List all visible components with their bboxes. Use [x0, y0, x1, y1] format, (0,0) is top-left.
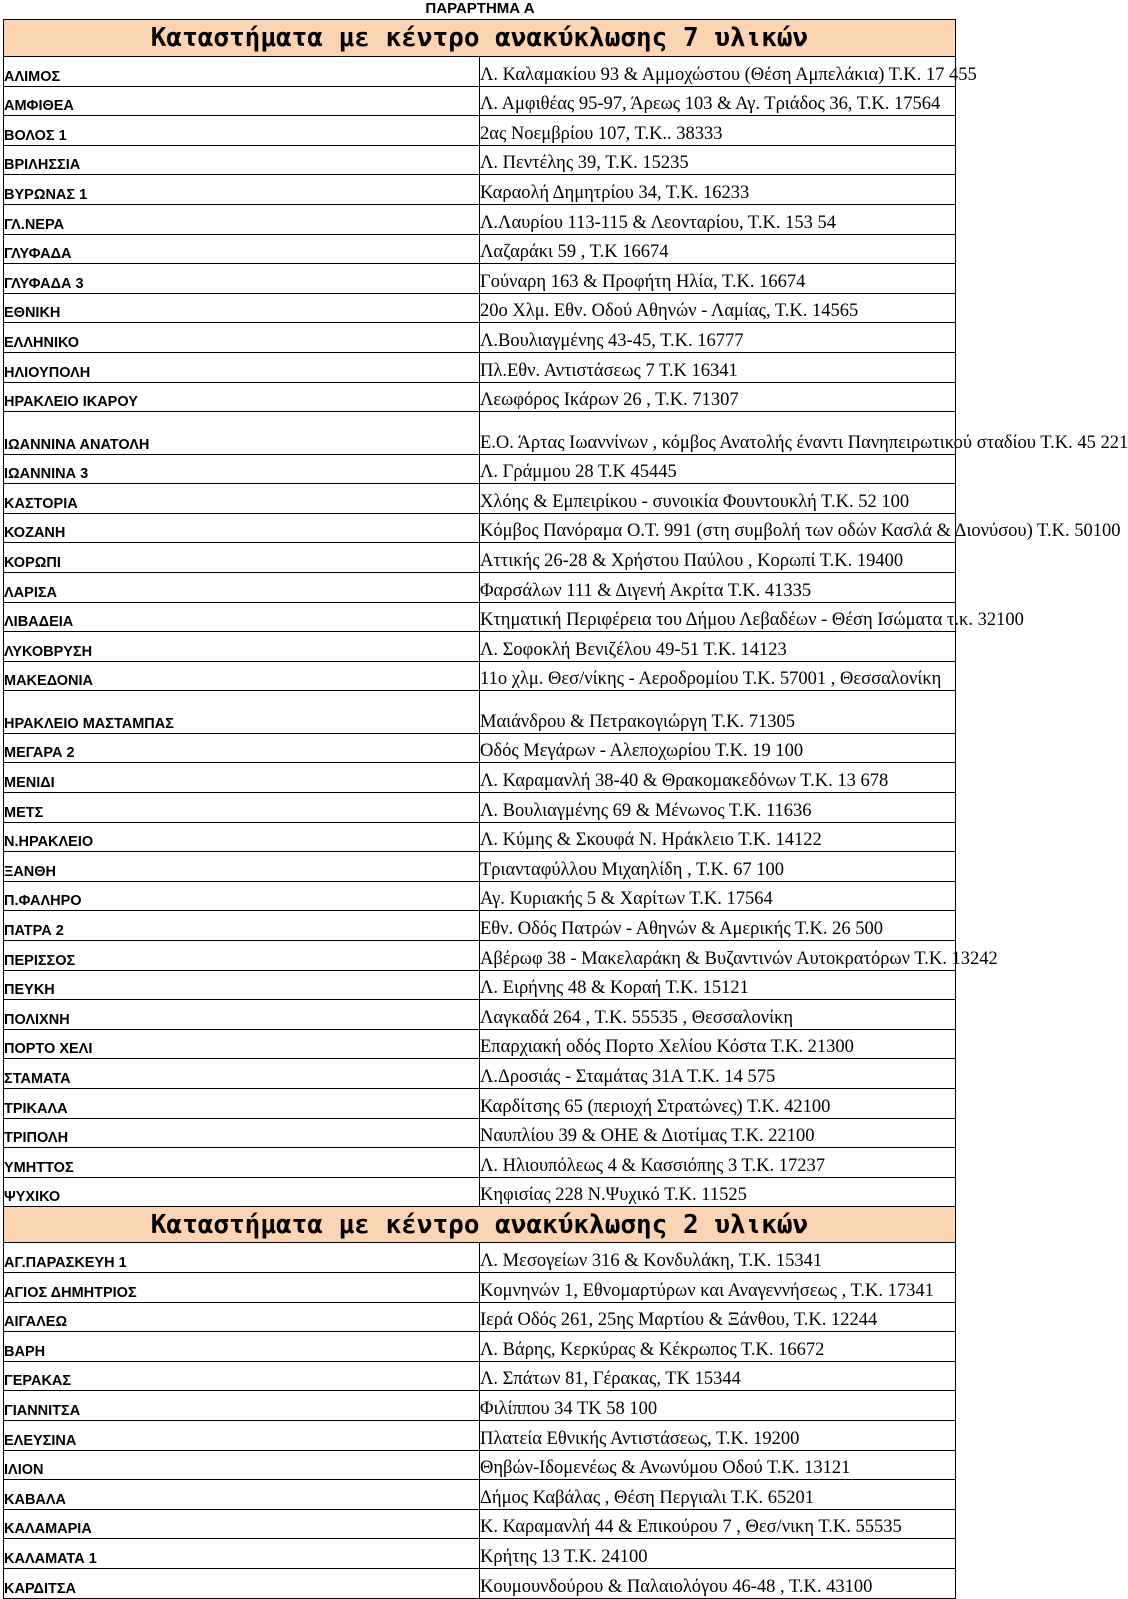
store-address: Ναυπλίου 39 & ΟΗΕ & Διοτίμας Τ.Κ. 22100	[480, 1118, 956, 1148]
store-address: Λ.Βουλιαγμένης 43-45, Τ.Κ. 16777	[480, 323, 956, 353]
table-row	[4, 852, 956, 882]
table-row	[4, 970, 956, 1000]
store-name: ΑΓ.ΠΑΡΑΣΚΕΥΗ 1	[4, 1243, 480, 1273]
table-row	[4, 1302, 956, 1332]
store-name: ΨΥΧΙΚΟ	[4, 1177, 480, 1207]
store-name: ΣΤΑΜΑΤΑ	[4, 1059, 480, 1089]
table-row	[4, 1568, 956, 1598]
store-address: Πλ.Εθν. Αντιστάσεως 7 Τ.Κ 16341	[480, 352, 956, 382]
store-address: Λ. Βουλιαγμένης 69 & Μένωνος Τ.Κ. 11636	[480, 793, 956, 823]
table-row	[4, 733, 956, 763]
store-name: ΑΛΙΜΟΣ	[4, 57, 480, 87]
store-address: Πλατεία Εθνικής Αντιστάσεως, Τ.Κ. 19200	[480, 1420, 956, 1450]
store-name: ΑΓΙΟΣ ΔΗΜΗΤΡΙΟΣ	[4, 1272, 480, 1302]
store-name: ΕΘΝΙΚΗ	[4, 293, 480, 323]
table-row	[4, 382, 956, 412]
store-address: Λ. Γράμμου 28 Τ.Κ 45445	[480, 454, 956, 484]
table-row	[4, 911, 956, 941]
store-name: ΕΛΛΗΝΙΚΟ	[4, 323, 480, 353]
store-name: ΠΟΛΙΧΝΗ	[4, 1000, 480, 1030]
table-row	[4, 1148, 956, 1178]
store-name: ΠΕΡΙΣΣΟΣ	[4, 941, 480, 971]
store-address: Τριανταφύλλου Μιχαηλίδη , Τ.Κ. 67 100	[480, 852, 956, 882]
store-name: ΕΛΕΥΣΙΝΑ	[4, 1420, 480, 1450]
store-address: Κηφισίας 228 Ν.Ψυχικό Τ.Κ. 11525	[480, 1177, 956, 1207]
store-name: ΚΑΛΑΜΑΤΑ 1	[4, 1539, 480, 1569]
table-row	[4, 763, 956, 793]
store-name: ΛΑΡΙΣΑ	[4, 573, 480, 603]
table-row	[4, 204, 956, 234]
store-address: Κομνηνών 1, Εθνομαρτύρων και Αναγεννήσεως , Τ.Κ. 17341	[480, 1272, 956, 1302]
store-name: ΠΑΤΡΑ 2	[4, 911, 480, 941]
table-row	[4, 881, 956, 911]
stores-table-body	[4, 20, 1128, 1599]
table-row	[4, 1000, 956, 1030]
store-address: 20ο Χλμ. Εθν. Οδού Αθηνών - Λαμίας, Τ.Κ. 14565	[480, 293, 956, 323]
store-address: Ε.Ο. Άρτας Ιωαννίνων , κόμβος Ανατολής έναντι Πανηπειρωτικού σταδίου Τ.Κ. 45 221	[480, 412, 956, 455]
store-address: Γούναρη 163 & Προφήτη Ηλία, Τ.Κ. 16674	[480, 264, 956, 294]
store-address: Κ. Καραμανλή 44 & Επικούρου 7 , Θεσ/νικη Τ.Κ. 55535	[480, 1509, 956, 1539]
store-name: ΑΙΓΑΛΕΩ	[4, 1302, 480, 1332]
store-address: Λ. Βάρης, Κερκύρας & Κέκρωπος Τ.Κ. 16672	[480, 1332, 956, 1362]
table-row	[4, 1089, 956, 1119]
table-row	[4, 1539, 956, 1569]
store-name: ΜΕΓΑΡΑ 2	[4, 733, 480, 763]
store-address: Ιερά Οδός 261, 25ης Μαρτίου & Ξάνθου, Τ.Κ. 12244	[480, 1302, 956, 1332]
store-address: Επαρχιακή οδός Πορτο Χελίου Κόστα Τ.Κ. 21300	[480, 1029, 956, 1059]
table-row	[4, 57, 956, 87]
store-address: Χλόης & Εμπειρίκου - συνοικία Φουντουκλή Τ.Κ. 52 100	[480, 484, 956, 514]
table-row	[4, 454, 956, 484]
store-name: ΜΑΚΕΔΟΝΙΑ	[4, 661, 480, 691]
store-address: Εθν. Οδός Πατρών - Αθηνών & Αμερικής Τ.Κ. 26 500	[480, 911, 956, 941]
table-row	[4, 1420, 956, 1450]
store-address: Κρήτης 13 Τ.Κ. 24100	[480, 1539, 956, 1569]
table-row	[4, 484, 956, 514]
store-name: ΒΟΛΟΣ 1	[4, 116, 480, 146]
store-address: Αβέρωφ 38 - Μακελαράκη & Βυζαντινών Αυτοκρατόρων Τ.Κ. 13242	[480, 941, 956, 971]
store-name: ΓΛΥΦΑΔΑ	[4, 234, 480, 264]
store-name: ΜΕΤΣ	[4, 793, 480, 823]
table-row	[4, 793, 956, 823]
store-address: 11ο χλμ. Θεσ/νίκης - Αεροδρομίου Τ.Κ. 57001 , Θεσσαλονίκη	[480, 661, 956, 691]
store-address: Καραολή Δημητρίου 34, Τ.Κ. 16233	[480, 175, 956, 205]
table-row	[4, 1332, 956, 1362]
store-address: Λεωφόρος Ικάρων 26 , Τ.Κ. 71307	[480, 382, 956, 412]
store-name: ΛΙΒΑΔΕΙΑ	[4, 602, 480, 632]
table-row	[4, 234, 956, 264]
table-row	[4, 1391, 956, 1421]
store-name: ΗΡΑΚΛΕΙΟ ΙΚΑΡΟΥ	[4, 382, 480, 412]
store-address: Φιλίππου 34 ΤΚ 58 100	[480, 1391, 956, 1421]
store-address: Λ. Κύμης & Σκουφά Ν. Ηράκλειο Τ.Κ. 14122	[480, 822, 956, 852]
appendix-title: ΠΑΡΑΡΤΗΜΑ Α	[425, 0, 535, 17]
table-row	[4, 543, 956, 573]
store-name: ΒΑΡΗ	[4, 1332, 480, 1362]
table-row	[4, 573, 956, 603]
store-name: ΠΕΥΚΗ	[4, 970, 480, 1000]
store-name: ΛΥΚΟΒΡΥΣΗ	[4, 632, 480, 662]
store-name: ΗΛΙΟΥΠΟΛΗ	[4, 352, 480, 382]
store-address: Λ. Αμφιθέας 95-97, Άρεως 103 & Αγ. Τριάδος 36, Τ.Κ. 17564	[480, 86, 956, 116]
table-row	[4, 86, 956, 116]
store-address: Λ. Μεσογείων 316 & Κονδυλάκη, Τ.Κ. 15341	[480, 1243, 956, 1273]
store-address: Αττικής 26-28 & Χρήστου Παύλου , Κορωπί Τ.Κ. 19400	[480, 543, 956, 573]
store-name: ΚΑΣΤΟΡΙΑ	[4, 484, 480, 514]
store-name: ΤΡΙΠΟΛΗ	[4, 1118, 480, 1148]
table-row	[4, 145, 956, 175]
table-row	[4, 116, 956, 146]
store-address: Φαρσάλων 111 & Διγενή Ακρίτα Τ.Κ. 41335	[480, 573, 956, 603]
store-address: Κόμβος Πανόραμα Ο.Τ. 991 (στη συμβολή των οδών Κασλά & Διονύσου) Τ.Κ. 50100	[480, 513, 956, 543]
table-row	[4, 1272, 956, 1302]
store-address: Λ.Λαυρίου 113-115 & Λεονταρίου, Τ.Κ. 153 54	[480, 204, 956, 234]
store-address: Λαζαράκι 59 , Τ.Κ 16674	[480, 234, 956, 264]
table-row	[4, 175, 956, 205]
store-name: ΓΕΡΑΚΑΣ	[4, 1361, 480, 1391]
table-row	[4, 323, 956, 353]
store-address: Δήμος Καβάλας , Θέση Περγιαλι Τ.Κ. 65201	[480, 1480, 956, 1510]
store-address: Λαγκαδά 264 , Τ.Κ. 55535 , Θεσσαλονίκη	[480, 1000, 956, 1030]
table-row	[4, 412, 956, 455]
table-row	[4, 1361, 956, 1391]
store-address: Λ. Σπάτων 81, Γέρακας, ΤΚ 15344	[480, 1361, 956, 1391]
table-row	[4, 1509, 956, 1539]
table-row	[4, 632, 956, 662]
store-address: Κτηματική Περιφέρεια του Δήμου Λεβαδέων - Θέση Ισώματα τ.κ. 32100	[480, 602, 956, 632]
table-row	[4, 293, 956, 323]
store-address: Οδός Μεγάρων - Αλεποχωρίου Τ.Κ. 19 100	[480, 733, 956, 763]
table-row	[4, 352, 956, 382]
store-name: ΚΟΡΩΠΙ	[4, 543, 480, 573]
store-name: ΗΡΑΚΛΕΙΟ ΜΑΣΤΑΜΠΑΣ	[4, 691, 480, 734]
store-name: ΞΑΝΘΗ	[4, 852, 480, 882]
store-address: Μαιάνδρου & Πετρακογιώργη Τ.Κ. 71305	[480, 691, 956, 734]
store-name: ΙΩΑΝΝΙΝΑ ΑΝΑΤΟΛΗ	[4, 412, 480, 455]
section-header-row	[4, 1207, 956, 1243]
store-address: Λ. Καλαμακίου 93 & Αμμοχώστου (Θέση Αμπελάκια) Τ.Κ. 17 455	[480, 57, 956, 87]
table-row	[4, 661, 956, 691]
store-address: Λ. Ειρήνης 48 & Κοραή Τ.Κ. 15121	[480, 970, 956, 1000]
store-name: Π.ΦΑΛΗΡΟ	[4, 881, 480, 911]
store-name: ΥΜΗΤΤΟΣ	[4, 1148, 480, 1178]
store-address: 2ας Νοεμβρίου 107, Τ.Κ.. 38333	[480, 116, 956, 146]
store-address: Λ. Ηλιουπόλεως 4 & Κασσιόπης 3 Τ.Κ. 17237	[480, 1148, 956, 1178]
store-name: ΙΛΙΟΝ	[4, 1450, 480, 1480]
store-address: Καρδίτσης 65 (περιοχή Στρατώνες) Τ.Κ. 42100	[480, 1089, 956, 1119]
store-name: ΒΥΡΩΝΑΣ 1	[4, 175, 480, 205]
store-name: ΚΟΖΑΝΗ	[4, 513, 480, 543]
store-address: Λ. Πεντέλης 39, Τ.Κ. 15235	[480, 145, 956, 175]
section-title: Καταστήματα με κέντρο ανακύκλωσης 7 υλικών	[4, 20, 956, 57]
table-row	[4, 941, 956, 971]
store-name: ΚΑΡΔΙΤΣΑ	[4, 1568, 480, 1598]
store-address: Λ.Δροσιάς - Σταμάτας 31Α Τ.Κ. 14 575	[480, 1059, 956, 1089]
store-name: ΚΑΒΑΛΑ	[4, 1480, 480, 1510]
store-name: ΜΕΝΙΔΙ	[4, 763, 480, 793]
table-row	[4, 1029, 956, 1059]
table-row	[4, 822, 956, 852]
table-row	[4, 1059, 956, 1089]
store-name: ΚΑΛΑΜΑΡΙΑ	[4, 1509, 480, 1539]
store-name: ΑΜΦΙΘΕΑ	[4, 86, 480, 116]
table-row	[4, 602, 956, 632]
store-address: Λ. Σοφοκλή Βενιζέλου 49-51 Τ.Κ. 14123	[480, 632, 956, 662]
store-address: Αγ. Κυριακής 5 & Χαρίτων Τ.Κ. 17564	[480, 881, 956, 911]
table-row	[4, 1450, 956, 1480]
store-name: ΓΙΑΝΝΙΤΣΑ	[4, 1391, 480, 1421]
store-address: Λ. Καραμανλή 38-40 & Θρακομακεδόνων Τ.Κ. 13 678	[480, 763, 956, 793]
table-row	[4, 1243, 956, 1273]
store-name: ΙΩΑΝΝΙΝΑ 3	[4, 454, 480, 484]
store-address: Κουμουνδούρου & Παλαιολόγου 46-48 , Τ.Κ. 43100	[480, 1568, 956, 1598]
table-row	[4, 513, 956, 543]
table-row	[4, 1177, 956, 1207]
table-row	[4, 264, 956, 294]
section-header-row	[4, 20, 956, 57]
store-name: ΒΡΙΛΗΣΣΙΑ	[4, 145, 480, 175]
store-name: ΠΟΡΤΟ ΧΕΛΙ	[4, 1029, 480, 1059]
table-row	[4, 691, 956, 734]
store-name: ΤΡΙΚΑΛΑ	[4, 1089, 480, 1119]
stores-table	[3, 19, 1128, 1599]
store-address: Θηβών-Ιδομενέως & Ανωνύμου Οδού Τ.Κ. 13121	[480, 1450, 956, 1480]
store-name: ΓΛΥΦΑΔΑ 3	[4, 264, 480, 294]
table-row	[4, 1118, 956, 1148]
table-row	[4, 1480, 956, 1510]
section-title: Καταστήματα με κέντρο ανακύκλωσης 2 υλικών	[4, 1207, 956, 1243]
store-name: Ν.ΗΡΑΚΛΕΙΟ	[4, 822, 480, 852]
store-name: ΓΛ.ΝΕΡΑ	[4, 204, 480, 234]
